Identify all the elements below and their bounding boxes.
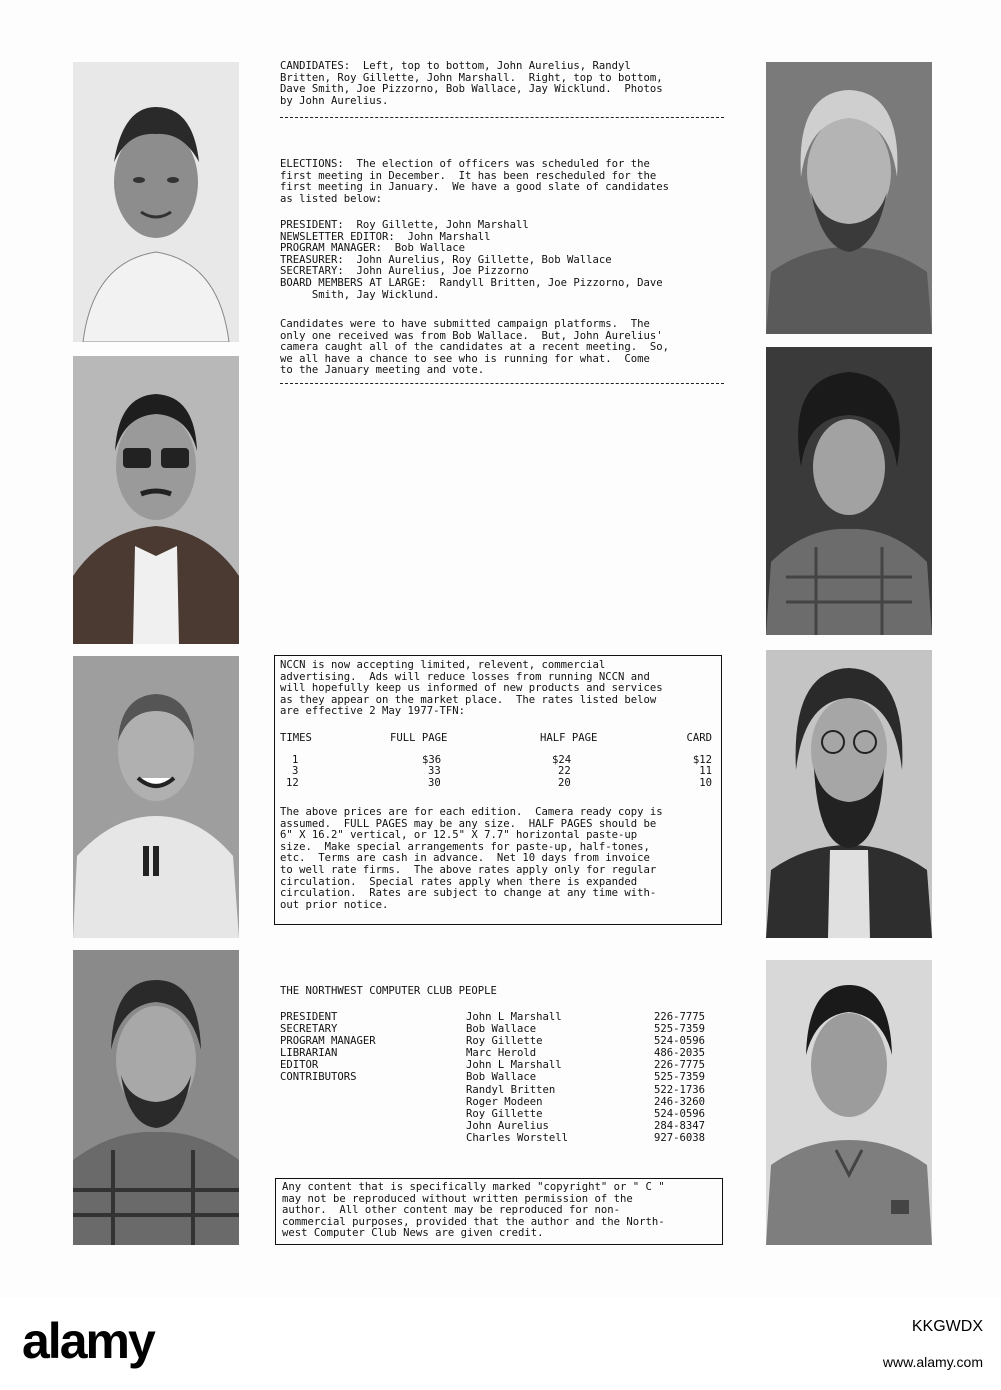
photo-right-3	[766, 650, 932, 938]
portrait-3	[73, 656, 239, 938]
people-name: Roy Gillette	[466, 1107, 543, 1120]
people-phone: 525-7359	[654, 1071, 706, 1084]
rates-full: 33	[428, 765, 441, 778]
portrait-1	[73, 62, 239, 342]
advertising-intro: NCCN is now accepting limited, relevent, commercial advertising. Ads will reduce losses from running NCCN and will hopefully keep us informed of new products and services as they appear on the market place. The rates listed below are effective 2 May 1977-TFN:	[280, 659, 663, 718]
people-name: Randyl Britten	[466, 1083, 556, 1096]
people-row	[280, 1047, 724, 1059]
people-role: PROGRAM MANAGER	[280, 1035, 376, 1048]
people-role	[280, 1132, 466, 1144]
people-role	[280, 1096, 466, 1108]
rates-header-full: FULL PAGE	[390, 732, 448, 744]
people-phone: 486-2035	[654, 1047, 706, 1060]
rates-half: $24	[552, 753, 572, 766]
people-row	[280, 1071, 724, 1083]
people-row	[280, 1120, 724, 1132]
people-phone: 226-7775	[654, 1011, 706, 1023]
people-title: THE NORTHWEST COMPUTER CLUB PEOPLE	[280, 985, 497, 997]
rates-times: 1	[292, 753, 299, 766]
people-name: Marc Herold	[466, 1047, 537, 1060]
rates-row	[280, 766, 712, 778]
photo-right-1	[766, 62, 932, 334]
people-role: PRESIDENT	[280, 1011, 338, 1023]
people-role	[280, 1108, 466, 1120]
people-row	[280, 1011, 724, 1023]
people-row	[280, 1096, 724, 1108]
people-table	[280, 1011, 724, 1144]
photo-left-4	[73, 950, 239, 1245]
portrait-2	[73, 356, 239, 644]
people-name: Bob Wallace	[466, 1071, 537, 1084]
people-role: EDITOR	[280, 1059, 319, 1072]
alamy-logo: alamy	[22, 1313, 154, 1369]
divider-2	[280, 383, 724, 384]
divider-1	[280, 117, 724, 118]
rates-card: $12	[692, 753, 712, 766]
rates-full: 30	[428, 776, 441, 789]
rates-header-half: HALF PAGE	[540, 732, 598, 744]
people-phone: 522-1736	[654, 1083, 706, 1096]
people-row	[280, 1084, 724, 1096]
people-phone: 284-8347	[654, 1119, 706, 1132]
people-name: John L Marshall	[466, 1059, 562, 1072]
rates-row	[280, 778, 712, 790]
rates-times: 3	[292, 765, 299, 778]
people-row	[280, 1035, 724, 1047]
photo-right-2	[766, 347, 932, 635]
rates-times: 12	[286, 776, 299, 789]
people-phone: 246-3260	[654, 1095, 706, 1108]
portrait-7	[766, 650, 932, 938]
people-role: SECRETARY	[280, 1023, 338, 1036]
people-role: CONTRIBUTORS	[280, 1071, 357, 1084]
elections-intro: ELECTIONS: The election of officers was scheduled for the first meeting in December. It has been rescheduled for the first meeting in January. We have a good slate of candidates as listed below:	[280, 158, 670, 205]
people-phone: 524-0596	[654, 1107, 706, 1120]
people-name: Roy Gillette	[466, 1035, 543, 1048]
footer-url: www.alamy.com	[882, 1354, 983, 1370]
advertising-terms: The above prices are for each edition. Camera ready copy is assumed. FULL PAGES may be any size. HALF PAGES should be 6" X 16.2" vertical, or 12.5" X 7.7" horizontal paste-up size. Make special arrangements for paste-up, half-tones, etc. Terms are cash in advance. Net 10 days from invoice to well rate firms. The above rates apply only for regular circulation. Special rates apply when there is expanded circulation. Rates are subject to change at any time with- out prior notice.	[280, 806, 663, 911]
people-role: LIBRARIAN	[280, 1047, 338, 1060]
people-role	[280, 1120, 466, 1132]
people-row	[280, 1023, 724, 1035]
rates-row	[280, 755, 712, 767]
people-row	[280, 1059, 724, 1071]
photo-left-1	[73, 62, 239, 342]
people-phone: 525-7359	[654, 1023, 706, 1036]
rates-full: $36	[422, 753, 442, 766]
copyright-notice: Any content that is specifically marked "copyright" or " C " may not be reproduced without written permission of the author. All other content may be reproduced for non- commercial purposes, provided that the author and the North- west Computer Club News are given credit.	[282, 1181, 665, 1240]
rates-half: 20	[558, 776, 571, 789]
portrait-8	[766, 960, 932, 1245]
people-phone: 927-6038	[654, 1131, 706, 1144]
photo-left-2	[73, 356, 239, 644]
people-role	[280, 1084, 466, 1096]
people-name: Roger Modeen	[466, 1095, 543, 1108]
elections-slate: PRESIDENT: Roy Gillette, John Marshall NEWSLETTER EDITOR: John Marshall PROGRAM MANAGER: Bob Wallace TREASURER: John Aurelius, Roy Gillette, Bob Wallace SECRETARY: John Aurelius, Joe Pizzorno BOARD MEMBERS AT LARGE: Randyll Britten, Joe Pizzorno, Dave Smith, Jay Wicklund.	[280, 219, 663, 301]
people-name: John Aurelius	[466, 1119, 549, 1132]
rates-card: 10	[699, 776, 712, 789]
people-phone: 226-7775	[654, 1059, 706, 1072]
portrait-4	[73, 950, 239, 1245]
people-name: John L Marshall	[466, 1011, 562, 1023]
people-row	[280, 1108, 724, 1120]
people-row	[280, 1132, 724, 1144]
people-phone: 524-0596	[654, 1035, 706, 1048]
portrait-5	[766, 62, 932, 334]
rates-header-card: CARD	[686, 732, 712, 744]
image-id: KKGWDX	[911, 1318, 983, 1335]
photo-right-4	[766, 960, 932, 1245]
rates-header-times: TIMES	[280, 732, 312, 744]
rates-card: 11	[699, 765, 712, 778]
rates-header	[280, 733, 712, 745]
elections-closing: Candidates were to have submitted campaign platforms. The only one received was from Bob Wallace. But, John Aurelius' camera caught all of the candidates at a recent meeting. So, we all have a chance to see who is running for what. Come to the January meeting and vote.	[280, 318, 670, 377]
rates-table	[280, 733, 712, 789]
rates-half: 22	[558, 765, 571, 778]
photo-left-3	[73, 656, 239, 938]
candidates-caption: CANDIDATES: Left, top to bottom, John Aurelius, Randyl Britten, Roy Gillette, John Marshall. Right, top to bottom, Dave Smith, Joe Pizzorno, Bob Wallace, Jay Wicklund. Photos by John Aurelius.	[280, 60, 663, 107]
people-name: Bob Wallace	[466, 1023, 537, 1036]
people-name: Charles Worstell	[466, 1131, 569, 1144]
portrait-6	[766, 347, 932, 635]
